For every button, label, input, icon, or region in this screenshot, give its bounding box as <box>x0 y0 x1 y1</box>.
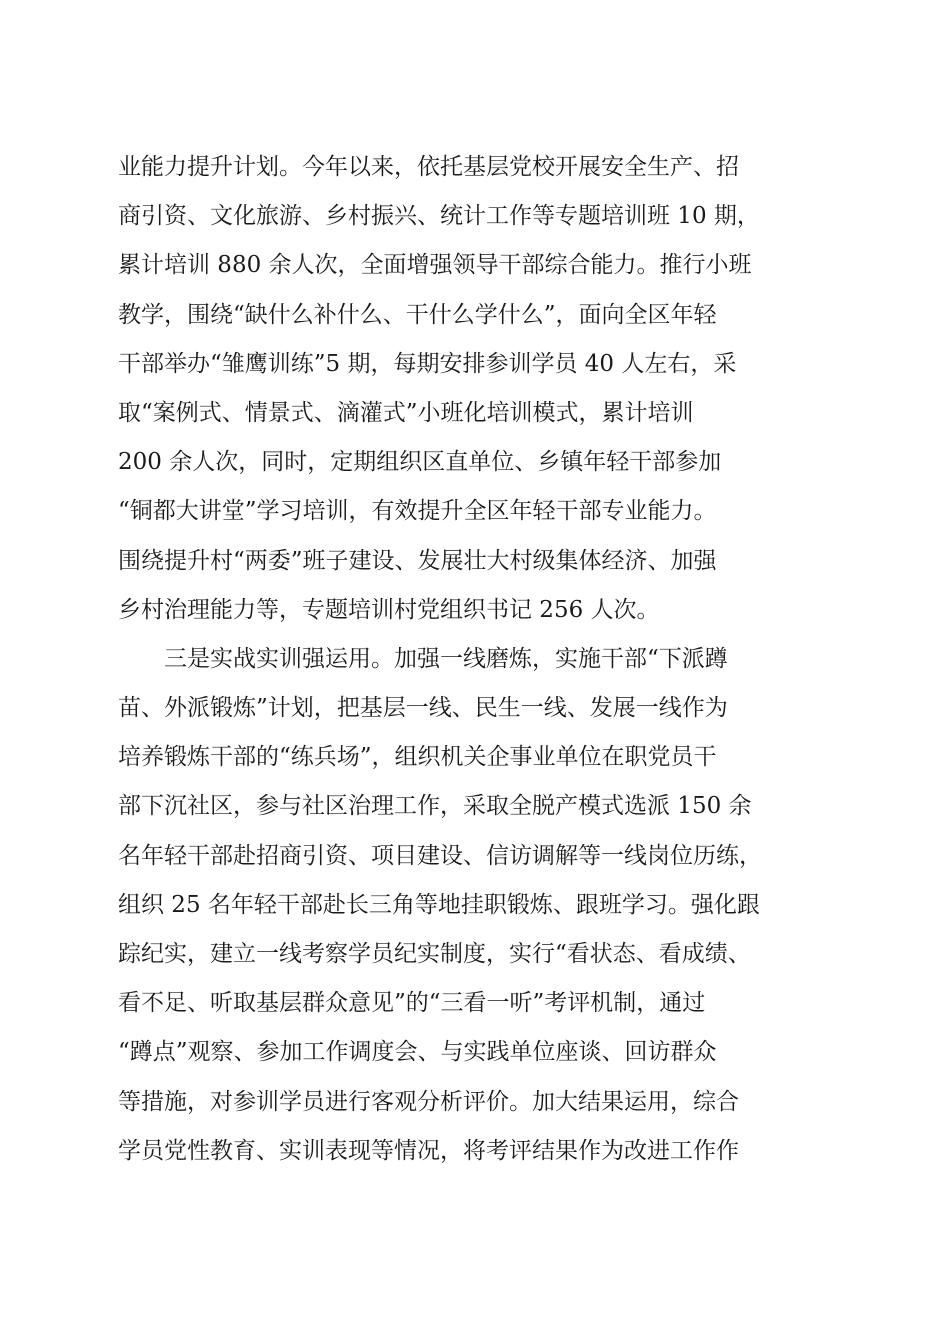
body-text <box>118 143 830 1176</box>
text-line: 商引资、文化旅游、乡村振兴、统计工作等专题培训班 10 期， <box>118 203 760 230</box>
text-line: 培养锻炼干部的“练兵场”，组织机关企事业单位在职党员干 <box>118 744 717 771</box>
text-line: 取“案例式、情景式、滴灌式”小班化培训模式，累计培训 <box>118 399 694 426</box>
text-line: 干部举办“雏鹰训练”5 期，每期安排参训学员 40 人左右，采 <box>118 350 737 377</box>
text-line: 200 余人次，同时，定期组织区直单位、乡镇年轻干部参加 <box>118 449 722 476</box>
text-line: 名年轻干部赴招商引资、项目建设、信访调解等一线岗位历练， <box>118 842 762 869</box>
text-line: 踪纪实，建立一线考察学员纪实制度，实行“看状态、看成绩、 <box>118 941 751 967</box>
text-line: 累计培训 880 余人次，全面增强领导干部综合能力。推行小班 <box>118 252 752 279</box>
text-line: “蹲点”观察、参加工作调度会、与实践单位座谈、回访群众 <box>118 1039 717 1066</box>
text-line: 看不足、听取基层群众意见”的“三看一听”考评机制，通过 <box>118 990 706 1017</box>
text-line: 苗、外派锻炼”计划，把基层一线、民生一线、发展一线作为 <box>118 695 728 722</box>
text-line: 部下沉社区，参与社区治理工作，采取全脱产模式选派 150 余 <box>118 793 752 820</box>
text-line: 等措施，对参训学员进行客观分析评价。加大结果运用，综合 <box>118 1088 739 1115</box>
text-line: 组织 25 名年轻干部赴长三角等地挂职锻炼、跟班学习。强化跟 <box>118 891 760 918</box>
text-line: 围绕提升村“两委”班子建设、发展壮大村级集体经济、加强 <box>118 547 717 574</box>
text-line: 乡村治理能力等，专题培训村党组织书记 256 人次。 <box>118 596 660 623</box>
text-line: 教学，围绕“缺什么补什么、干什么学什么”，面向全区年轻 <box>118 301 717 328</box>
text-line: “铜都大讲堂”学习培训，有效提升全区年轻干部专业能力。 <box>118 498 717 525</box>
text-line: 学员党性教育、实训表现等情况，将考评结果作为改进工作作 <box>118 1137 739 1164</box>
text-line: 业能力提升计划。今年以来，依托基层党校开展安全生产、招 <box>118 154 739 180</box>
text-line: 三是实战实训强运用。加强一线磨炼，实施干部“下派蹲 <box>164 645 728 672</box>
